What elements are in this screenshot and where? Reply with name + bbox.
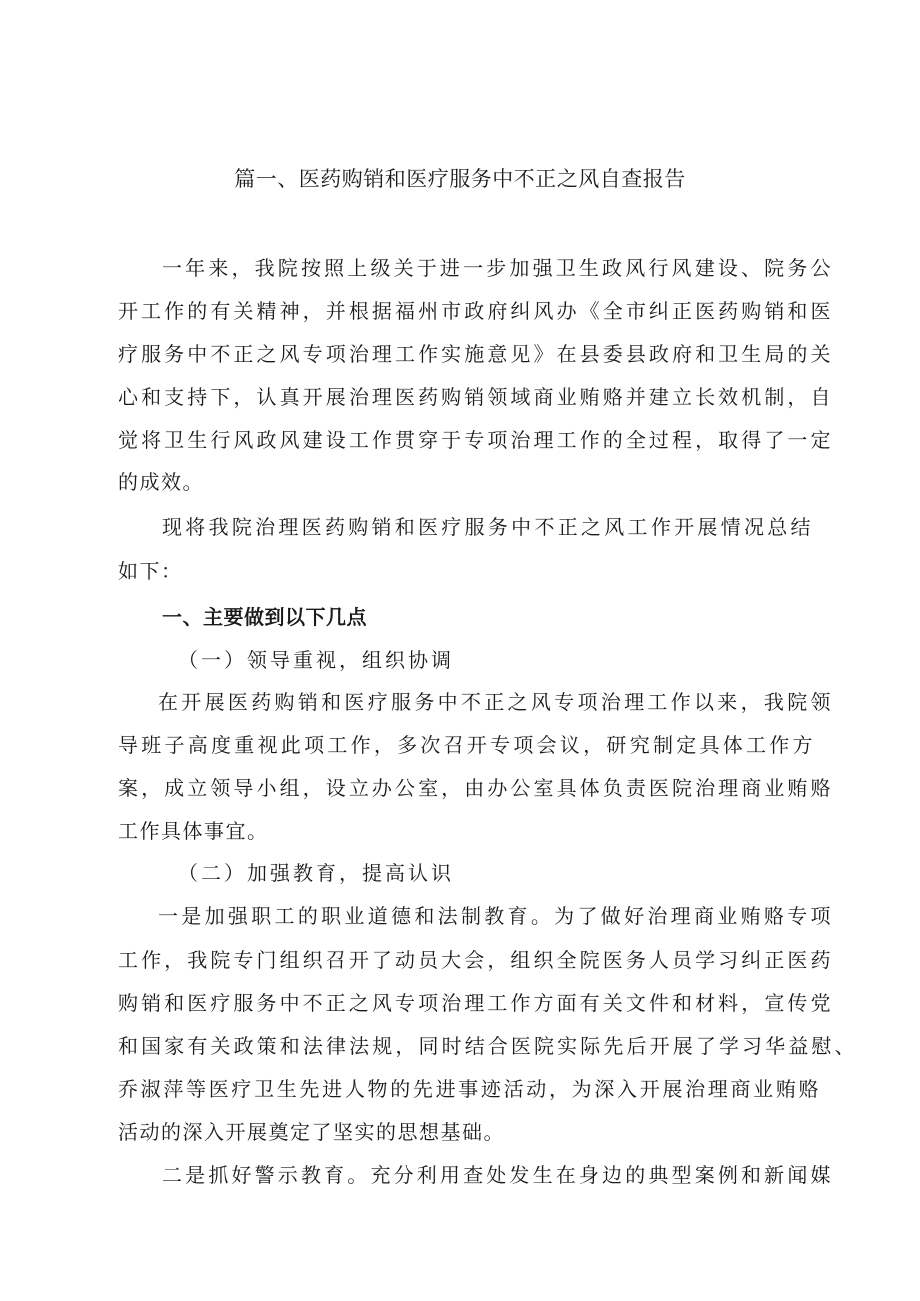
paragraph-line: 的成效。: [118, 470, 204, 494]
paragraph-line: 现将我院治理医药购销和医疗服务中不正之风工作开展情况总结: [162, 515, 812, 539]
paragraph-line: 案，成立领导小组，设立办公室，由办公室具体负责医院治理商业贿赂: [118, 776, 832, 800]
paragraph-line: 工作具体事宜。: [118, 819, 269, 843]
paragraph-line: 导班子高度重视此项工作，多次召开专项会议，研究制定具体工作方: [118, 733, 814, 757]
subsection-heading: （一）领导重视，组织协调: [178, 648, 454, 672]
paragraph-line: 一年来，我院按照上级关于进一步加强卫生政风行风建设、院务公: [162, 256, 832, 280]
paragraph-line: 疗服务中不正之风专项治理工作实施意见》在县委县政府和卫生局的关: [118, 342, 832, 366]
paragraph-line: 开工作的有关精神，并根据福州市政府纠风办《全市纠正医药购销和医: [118, 299, 832, 323]
paragraph-line: 工作，我院专门组织召开了动员大会，组织全院医务人员学习纠正医药: [118, 948, 832, 972]
paragraph-line: 活动的深入开展奠定了坚实的思想基础。: [118, 1120, 505, 1144]
paragraph-line: 一是加强职工的职业道德和法制教育。为了做好治理商业贿赂专项: [158, 904, 832, 928]
subsection-heading: （二）加强教育，提高认识: [178, 861, 454, 885]
paragraph-line: 购销和医疗服务中不正之风专项治理工作方面有关文件和材料，宣传党: [118, 991, 832, 1015]
paragraph-line: 如下：: [118, 559, 183, 583]
document-title: 篇一、医药购销和医疗服务中不正之风自查报告: [234, 167, 686, 191]
paragraph-line: 在开展医药购销和医疗服务中不正之风专项治理工作以来，我院领: [158, 690, 832, 714]
section-heading: 一、主要做到以下几点: [162, 605, 367, 629]
paragraph-line: 觉将卫生行风政风建设工作贯穿于专项治理工作的全过程，取得了一定: [118, 428, 832, 452]
paragraph-line: 和国家有关政策和法律法规，同时结合医院实际先后开展了学习华益慰、: [118, 1034, 856, 1058]
paragraph-line: 心和支持下，认真开展治理医药购销领域商业贿赂并建立长效机制，自: [118, 385, 832, 409]
paragraph-line: 乔淑萍等医疗卫生先进人物的先进事迹活动，为深入开展治理商业贿赂: [118, 1077, 820, 1101]
paragraph-line: 二是抓好警示教育。充分利用查处发生在身边的典型案例和新闻媒: [162, 1163, 832, 1187]
